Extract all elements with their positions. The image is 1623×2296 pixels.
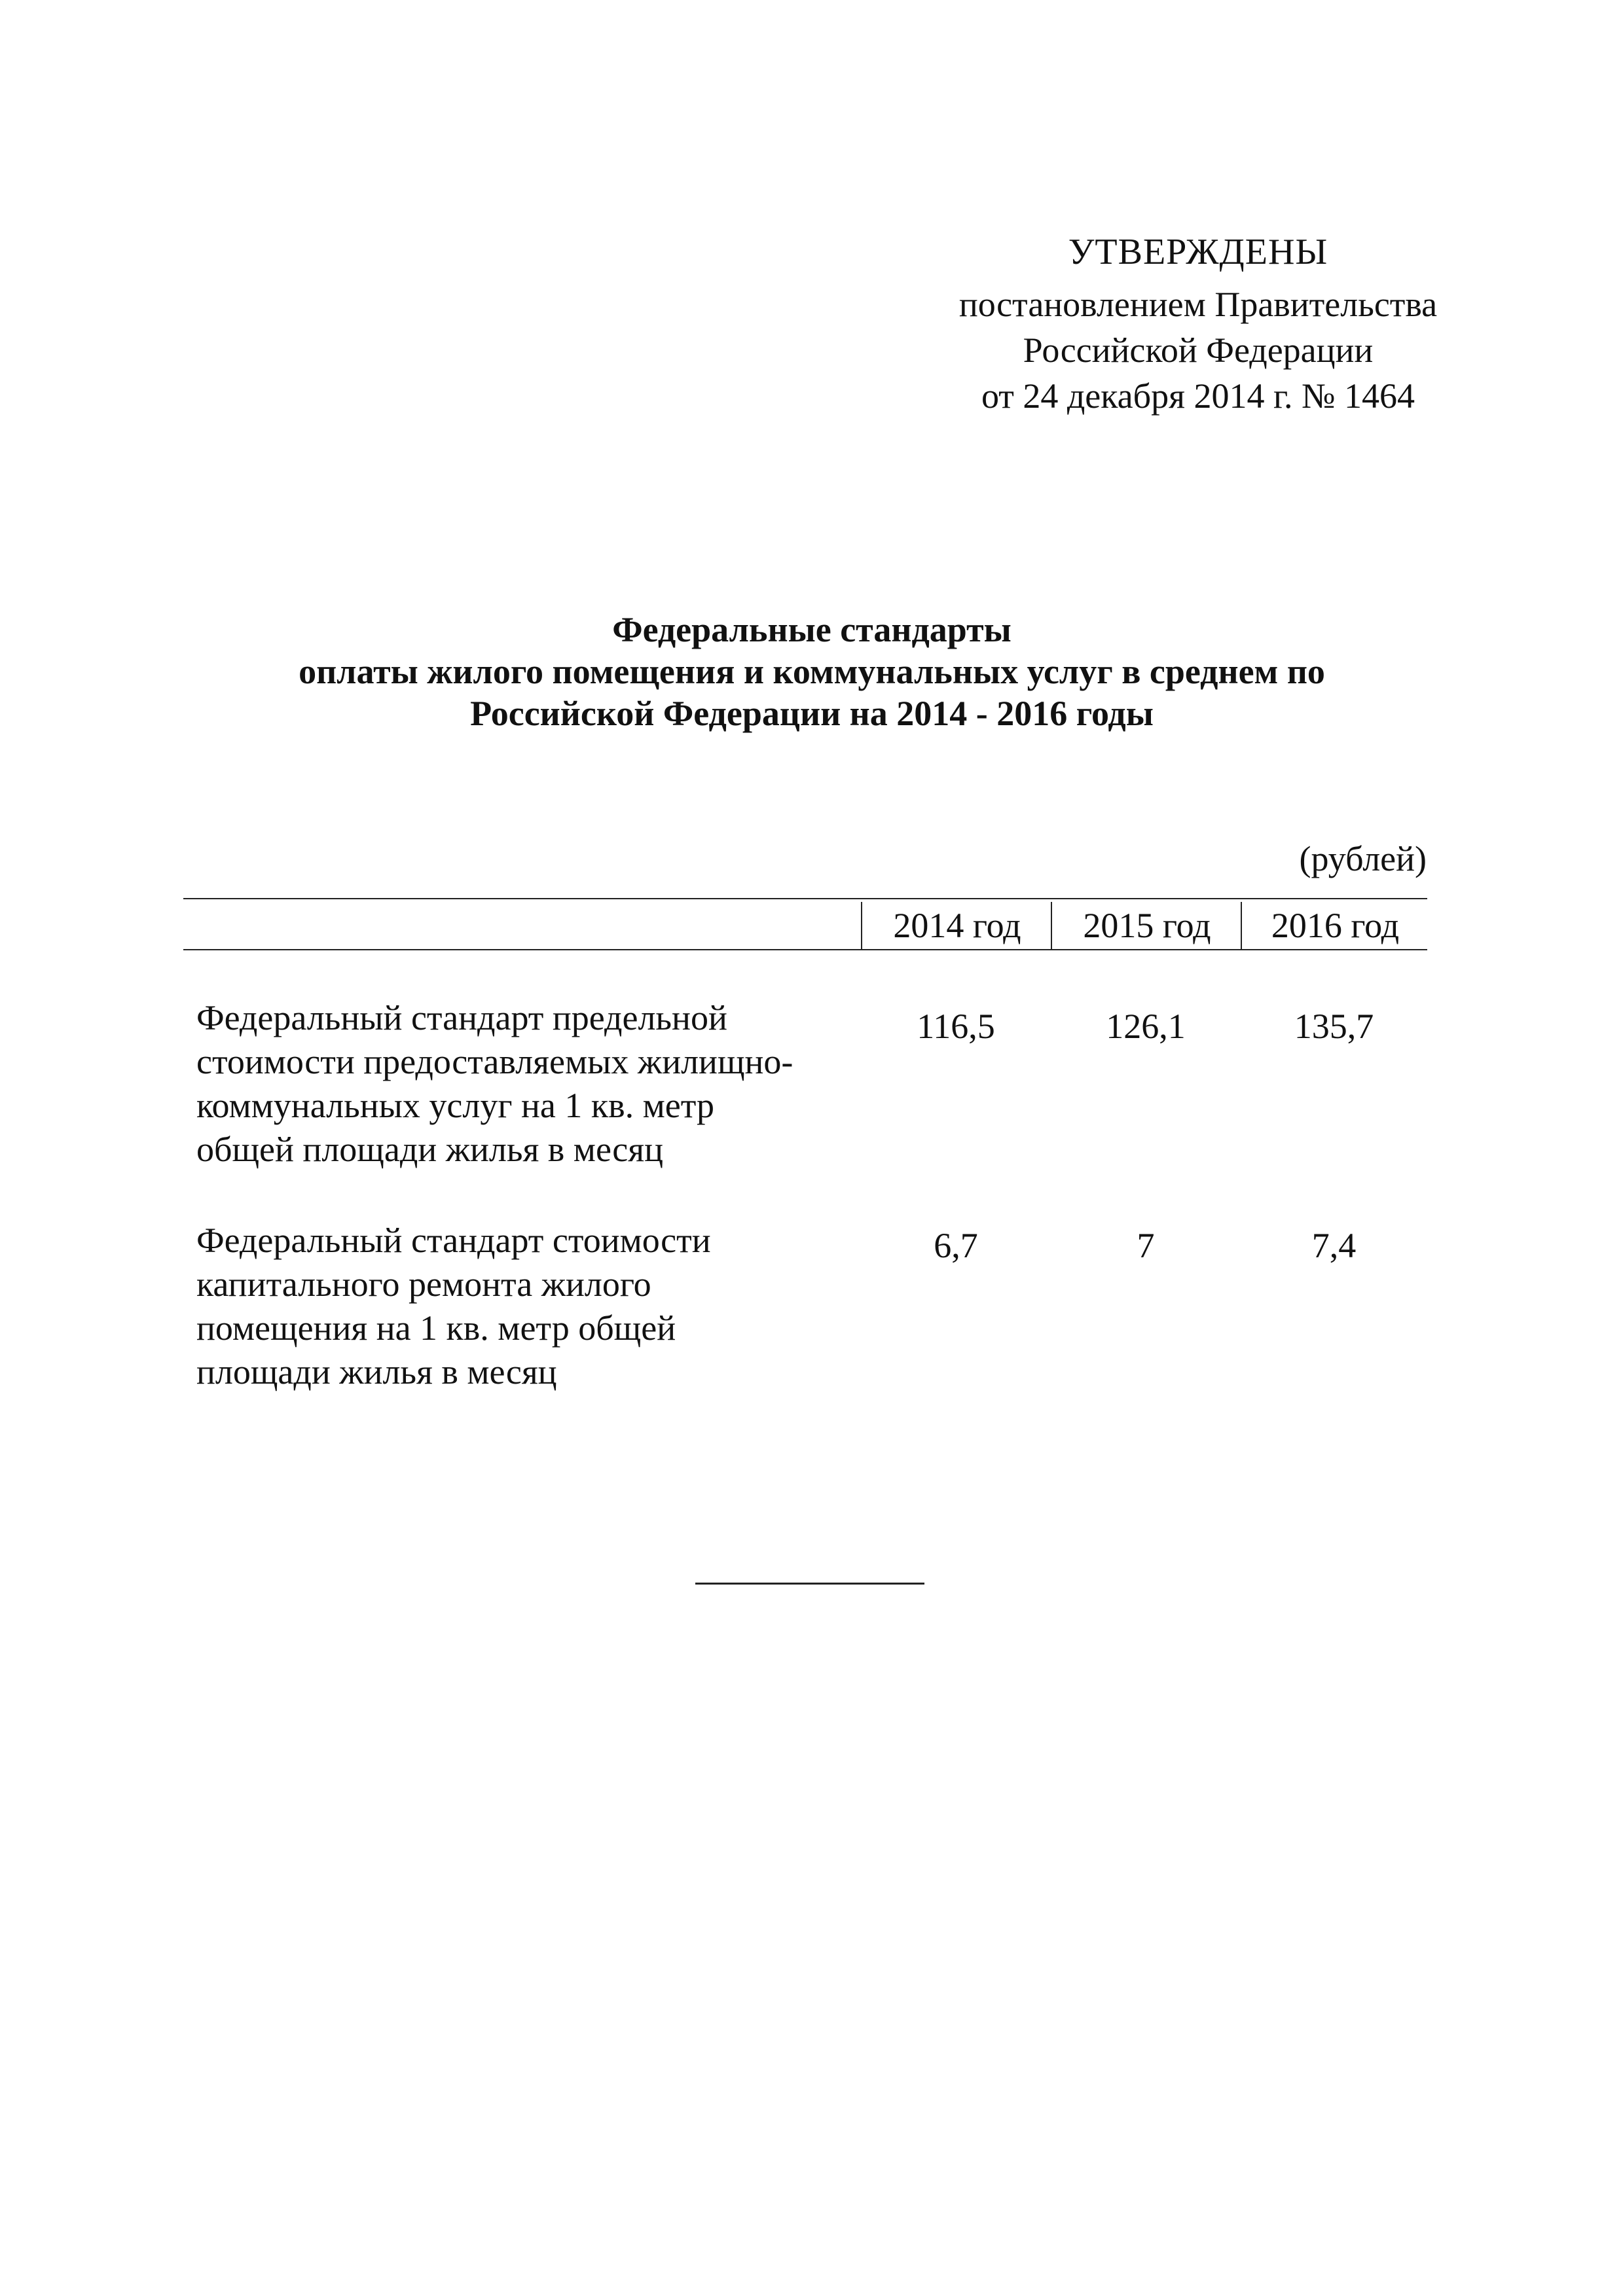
approval-line-1: постановлением Правительства: [958, 285, 1438, 324]
row-2-label-line: капитального ремонта жилого: [196, 1265, 651, 1304]
column-header-2016: 2016 год: [1241, 902, 1429, 949]
row-2-label: [196, 1219, 864, 1394]
column-header-2014: 2014 год: [861, 902, 1052, 949]
table-top-rule: [183, 898, 1427, 899]
row-2-value-2014: 6,7: [934, 1226, 978, 1265]
approval-block: [851, 229, 1545, 419]
row-2-label-line: площади жилья в месяц: [196, 1352, 557, 1391]
row-1-value-2015: 126,1: [1106, 1007, 1186, 1046]
table-header-rule: [183, 949, 1427, 950]
unit-label: (рублей): [1299, 839, 1427, 878]
title-line-2: оплаты жилого помещения и коммунальных услуг в среднем по: [299, 652, 1325, 691]
row-1-label-line: общей площади жилья в месяц: [196, 1130, 663, 1169]
document-title: [157, 609, 1467, 734]
row-1-label-line: Федеральный стандарт предельной: [196, 998, 727, 1037]
row-2-label-line: Федеральный стандарт стоимости: [196, 1221, 711, 1260]
row-2-value-2016: 7,4: [1311, 1226, 1357, 1265]
row-1-label-line: стоимости предоставляемых жилищно-: [196, 1042, 793, 1081]
row-1-label: [196, 996, 864, 1172]
approval-heading: УТВЕРЖДЕНЫ: [1068, 232, 1328, 272]
approval-line-3: от 24 декабря 2014 г. № 1464: [981, 376, 1415, 416]
row-1-value-2014: 116,5: [917, 1007, 995, 1046]
document-end-rule: [695, 1583, 924, 1585]
approval-line-2: Российской Федерации: [1023, 331, 1374, 370]
title-line-1: Федеральные стандарты: [612, 610, 1012, 649]
column-header-2015: 2015 год: [1051, 902, 1242, 949]
row-2-value-2015: 7: [1137, 1226, 1155, 1265]
row-1-value-2016: 135,7: [1294, 1007, 1374, 1046]
title-line-3: Российской Федерации на 2014 - 2016 годы: [470, 694, 1154, 733]
row-2-label-line: помещения на 1 кв. метр общей: [196, 1308, 676, 1348]
row-1-label-line: коммунальных услуг на 1 кв. метр: [196, 1086, 714, 1125]
